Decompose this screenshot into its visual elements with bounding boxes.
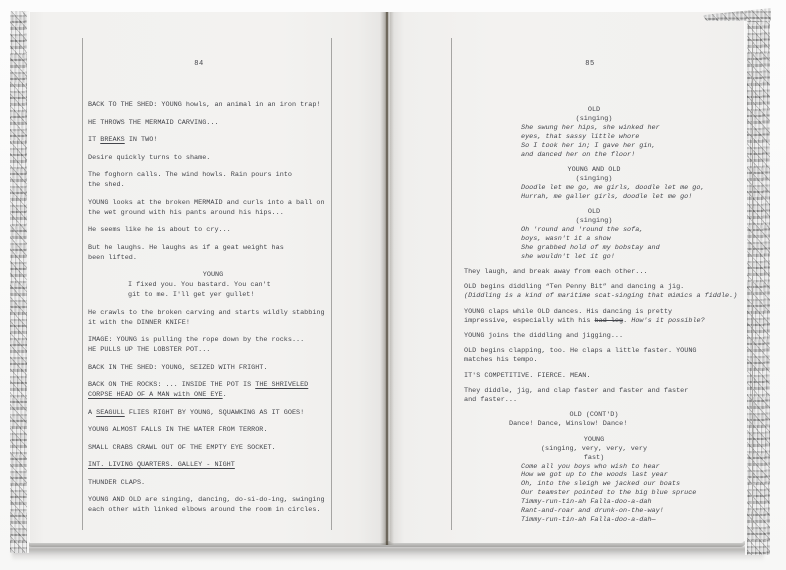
action-line: Desire quickly turns to shame. xyxy=(88,153,211,162)
book-gutter-shadow xyxy=(380,12,394,545)
action-line: matches his tempo. xyxy=(464,356,538,365)
text-segment: CORPSE HEAD OF A MAN with ONE EYE xyxy=(88,391,223,399)
song-lyric-line: Come all you boys who wish to hear xyxy=(521,462,660,471)
book-cover-right-edge xyxy=(745,10,770,555)
action-line: HE PULLS UP THE LOBSTER POT... xyxy=(88,346,211,354)
dialogue-block xyxy=(509,208,679,261)
dialogue-block xyxy=(128,270,298,300)
action-paragraph xyxy=(88,380,334,400)
song-lyric-line: Oh, into the sleigh we jacked our boats xyxy=(521,480,681,489)
dialogue-line: Dance! Dance, Winslow! Dance! xyxy=(509,420,628,429)
action-paragraph xyxy=(464,268,746,277)
text-segment: impressive, especially with his xyxy=(464,316,595,325)
text-segment: How's it possible? xyxy=(631,316,705,325)
action-paragraph xyxy=(88,118,334,128)
action-line xyxy=(464,317,746,326)
action-line: They diddle, jig, and clap faster and faster and faster xyxy=(464,387,689,396)
action-paragraph xyxy=(464,308,746,326)
action-line: The foghorn calls. The wind howls. Rain pours into xyxy=(88,171,292,179)
dialogue-block xyxy=(509,165,705,202)
song-lyric-line: So I took her in; I gave her gin, xyxy=(521,141,656,150)
parenthetical: fast) xyxy=(583,453,605,462)
action-line: SMALL CRABS CRAWL OUT OF THE EMPTY EYE SOCKET. xyxy=(88,443,276,452)
text-segment: SEAGULL xyxy=(96,408,125,417)
text-segment: IT xyxy=(88,136,101,144)
action-line xyxy=(88,390,334,400)
book-cover-left-edge xyxy=(10,11,29,553)
action-line: it with the DINNER KNIFE! xyxy=(88,318,190,327)
text-segment: bad leg xyxy=(594,316,624,325)
action-line: He crawls to the broken carving and starts wildly stabbing xyxy=(88,308,325,317)
action-line: YOUNG claps while OLD dances. His dancing is pretty xyxy=(464,307,673,316)
action-paragraph xyxy=(88,170,334,190)
action-line: They laugh, and break away from each other... xyxy=(464,268,648,276)
right-page-number: 85 xyxy=(585,60,595,68)
action-line xyxy=(88,408,334,418)
action-line: BACK TO THE SHED: YOUNG howls, an animal in an iron trap! xyxy=(88,101,321,109)
left-page-left-rule xyxy=(82,38,83,530)
parenthetical: (singing) xyxy=(575,174,613,183)
action-paragraph xyxy=(88,198,334,218)
action-line: the shed. xyxy=(88,181,125,189)
action-paragraph xyxy=(88,153,334,163)
action-paragraph xyxy=(88,100,334,110)
character-cue: OLD xyxy=(587,106,601,114)
text-segment: A xyxy=(88,408,97,417)
song-lyric-line: boys, wasn't it a show xyxy=(521,234,611,243)
action-line xyxy=(464,292,746,301)
text-segment: BREAKS xyxy=(100,136,125,144)
action-line xyxy=(88,380,334,390)
book-cover-top-corner xyxy=(703,8,771,21)
right-page-right-rule xyxy=(752,38,753,530)
character-cue: YOUNG AND OLD xyxy=(567,165,621,174)
text-segment: FLIES RIGHT BY YOUNG, SQUAWKING AS IT GOES! xyxy=(124,408,305,417)
parenthetical: (singing) xyxy=(575,216,613,225)
action-paragraph xyxy=(88,225,334,235)
action-paragraph xyxy=(88,460,334,470)
action-paragraph xyxy=(464,283,746,301)
action-line: YOUNG looks at the broken MERMAID and curls into a ball on xyxy=(88,198,325,207)
action-line: But he laughs. He laughs as if a geat weight has xyxy=(88,243,284,252)
action-line: THUNDER CLAPS. xyxy=(88,478,146,487)
action-line: YOUNG ALMOST FALLS IN THE WATER FROM TERROR. xyxy=(88,426,268,434)
dialogue-block xyxy=(509,411,679,429)
text-segment: . xyxy=(623,316,632,325)
action-line: IMAGE: YOUNG is pulling the rope down by the rocks... xyxy=(88,336,305,344)
song-lyric-line: She grabbed hold of my bobstay and xyxy=(521,243,660,252)
song-lyric-line: Timmy-run-tin-ah Falla-doo-a-dah xyxy=(521,498,652,507)
dialogue-line: git to me. I'll get yer gullet! xyxy=(128,291,255,299)
action-paragraph xyxy=(464,387,746,405)
song-lyric-line: Doodle let me go, me girls, doodle let me go, xyxy=(521,183,705,192)
action-line: been lifted. xyxy=(88,253,137,262)
action-paragraph xyxy=(88,408,334,418)
action-paragraph xyxy=(88,425,334,435)
song-lyric-line: How we got up to the woods last year xyxy=(521,471,668,480)
action-paragraph xyxy=(88,135,334,145)
character-cue: YOUNG xyxy=(202,271,224,279)
action-line: OLD begins diddling “Ten Penny Bit” and dancing a jig. xyxy=(464,283,685,292)
action-paragraph xyxy=(88,443,334,453)
right-page-script-text xyxy=(464,106,746,531)
action-line: the wet ground with his pants around his hips... xyxy=(88,208,284,217)
action-line: YOUNG AND OLD are singing, dancing, do-si-do-ing, swinging xyxy=(88,496,325,504)
action-paragraph xyxy=(88,363,334,373)
action-paragraph xyxy=(88,478,334,488)
action-line: IT'S COMPETITIVE. FIERCE. MEAN. xyxy=(464,371,591,380)
action-line: BACK IN THE SHED: YOUNG, SEIZED WITH FRIGHT. xyxy=(88,363,268,372)
action-paragraph xyxy=(88,308,334,328)
song-lyric-line: She swung her hips, she winked her xyxy=(521,123,660,132)
song-lyric-line: Timmy-run-tin-ah Falla-doo-a-dah— xyxy=(521,515,656,524)
action-line: YOUNG joins the diddling and jigging... xyxy=(464,332,624,341)
parenthetical: (singing, very, very, very xyxy=(540,444,648,453)
action-line: He seems like he is about to cry... xyxy=(88,226,231,234)
text-segment: BACK ON THE ROCKS: ... INSIDE THE POT IS xyxy=(88,381,256,389)
song-lyric-line: Rant-and-roar and drunk-on-the-way! xyxy=(521,507,664,516)
action-paragraph xyxy=(88,495,334,515)
character-cue: OLD xyxy=(587,208,601,217)
action-paragraph xyxy=(464,332,746,341)
action-line: HE THROWS THE MERMAID CARVING... xyxy=(88,118,219,127)
text-segment: . xyxy=(222,391,227,399)
action-paragraph xyxy=(464,347,746,365)
right-page-left-rule xyxy=(451,38,452,530)
character-cue: OLD (CONT'D) xyxy=(569,411,619,420)
song-lyric-line: Hurrah, me galler girls, doodle let me go! xyxy=(521,192,693,201)
book-drop-shadow xyxy=(12,547,764,562)
action-line xyxy=(88,135,334,145)
song-lyric-line: Our teamster pointed to the big blue spruce xyxy=(521,489,697,498)
action-line: and faster... xyxy=(464,396,518,405)
action-paragraph xyxy=(88,243,334,263)
left-page-number: 84 xyxy=(194,60,204,68)
dialogue-block xyxy=(509,435,697,525)
text-segment: (Diddling is a kind of maritime scat-singing that mimics a fiddle.) xyxy=(464,292,738,301)
song-lyric-line: eyes, that sassy little whore xyxy=(521,132,640,141)
song-lyric-line: Oh 'round and 'round the sofa, xyxy=(521,225,644,234)
dialogue-line: I fixed you. You bastard. You can't xyxy=(128,281,271,289)
character-cue: YOUNG xyxy=(583,435,605,444)
action-paragraph xyxy=(88,335,334,355)
song-lyric-line: and danced her on the floor! xyxy=(521,150,636,159)
action-line: OLD begins clapping, too. He claps a little faster. YOUNG xyxy=(464,347,697,356)
parenthetical: (singing) xyxy=(575,114,613,123)
text-segment: THE SHRIVELED xyxy=(255,381,309,389)
text-segment: INT. LIVING QUARTERS. GALLEY - NIGHT xyxy=(88,461,235,469)
left-page-script-text xyxy=(88,100,334,523)
action-paragraph xyxy=(464,372,746,381)
dialogue-block xyxy=(509,106,679,159)
text-segment: IN TWO! xyxy=(124,136,158,144)
action-line xyxy=(88,460,334,470)
song-lyric-line: she wouldn't let it go! xyxy=(521,252,615,261)
action-line: each other with linked elbows around the room in circles. xyxy=(88,506,321,514)
